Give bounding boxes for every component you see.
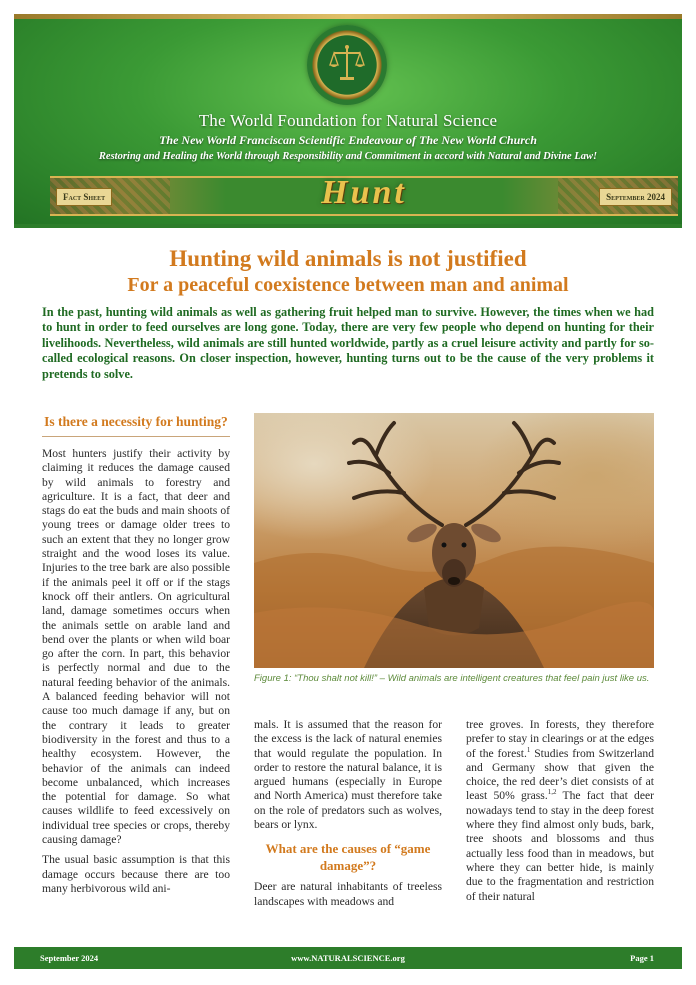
body-text-span: The fact that deer nowadays tend to stay in the deep forest where they find almost only buds, bark, tree shoots and blossoms and thus actually less food than in meadows, but where they can better hide, is mainly due to the fragmentation and restriction of their natural: [466, 789, 654, 903]
body-paragraph: [466, 718, 654, 904]
body-paragraph: Deer are natural inhabitants of treeless landscapes with meadows and: [254, 880, 442, 908]
article-title: Hunting wild animals is not justified: [169, 246, 527, 271]
header-bottom-rule: [14, 224, 682, 228]
column-middle: [254, 718, 442, 915]
footnote-ref[interactable]: 1,2: [547, 788, 557, 797]
footer-date: September 2024: [40, 953, 99, 963]
foundation-name: The World Foundation for Natural Science: [198, 111, 498, 130]
scales-of-justice-icon: [329, 43, 365, 83]
header-subtitle-church: The New World Franciscan Scientific Endeavour of The New World Church: [159, 133, 537, 147]
figure-caption: Figure 1: “Thou shalt not kill!” – Wild animals are intelligent creatures that feel pain just like us.: [254, 673, 650, 684]
article-subtitle: For a peaceful coexistence between man and animal: [127, 274, 569, 296]
footnote-ref[interactable]: 1: [526, 745, 531, 754]
body-text-span: Studies from Switzerland and Germany show that given the choice, the red deer’s diet consists of at least 50% grass.: [466, 746, 655, 803]
footer-website-link[interactable]: www.NATURALSCIENCE.org: [291, 953, 405, 963]
article-lead-paragraph: In the past, hunting wild animals as well as gathering fruit helped man to survive. However, the times when we had to hunt in order to feed ourselves are long gone. Today, there are very few people who depend on hunting for their livelihoods. Nevertheless, wild animals are still hunted worldwide, partly as a cruel leisure activity and partly for so-called ecological reasons. On closer inspection, however, hunting turns out to be the cause of the very problems it pretends to solve.: [42, 305, 654, 381]
column-right: [466, 718, 654, 910]
section-heading-necessity: Is there a necessity for hunting?: [42, 413, 230, 437]
body-paragraph: The usual basic assumption is that this damage occurs because there are too many herbivorous wild ani-: [42, 853, 230, 895]
topic-banner: [50, 176, 678, 216]
header-subtitle-mission: Restoring and Healing the World through Responsibility and Commitment in accord with Natural and Divine Law!: [98, 151, 598, 162]
section-heading-causes: What are the causes of “game damage”?: [265, 841, 431, 874]
fact-sheet-tag: Fact Sheet: [56, 188, 112, 206]
page-header: [14, 19, 682, 224]
column-left: [42, 413, 230, 902]
date-tag: September 2024: [599, 188, 672, 206]
body-paragraph: mals. It is assumed that the reason for the excess is the lack of natural enemies that would regulate the population. In order to restore the natural balance, it is argued humans (especially in Europe and North America) must therefore take on the role of predators such as wolves, bears or lynx.: [254, 718, 442, 832]
red-deer-stag-photo: [254, 413, 654, 668]
footer-page-number: Page 1: [630, 953, 654, 963]
page-footer: [14, 947, 682, 969]
foundation-seal-logo: [307, 25, 387, 105]
body-paragraph: Most hunters justify their activity by claiming it reduces the damage caused by wild animals to forestry and agriculture. It is a fact, that deer and stags do eat the buds and main shoots of young trees or damage older trees to such an extent that they no longer grow straight and the wood loses its value. Injuries to the tree bark are also possible if the animals peel it off or if the stags knock off their antlers. On agricultural land, damage sometimes occurs when the animals settle on arable land and bend over the plants or when wild boar go after the corn. In part, this behavior is perfectly normal and due to the natural feeding behavior of the animals. A balanced feeding behavior will not cause too much damage if any, but on the contrary it leads to greater biodiversity in the forest and thus to a healthy ecosystem. However, the behavior of the animals can indeed become unbalanced, which increases the potential for damage. So what causes wildlife to feed excessively on individual tree species or crops, thereby causing damage?: [42, 447, 230, 847]
body-text-span: tree groves. In forests, they therefore prefer to stay in clearings or at the edges of the forest.: [466, 718, 655, 760]
topic-title: Hunt: [321, 174, 407, 211]
